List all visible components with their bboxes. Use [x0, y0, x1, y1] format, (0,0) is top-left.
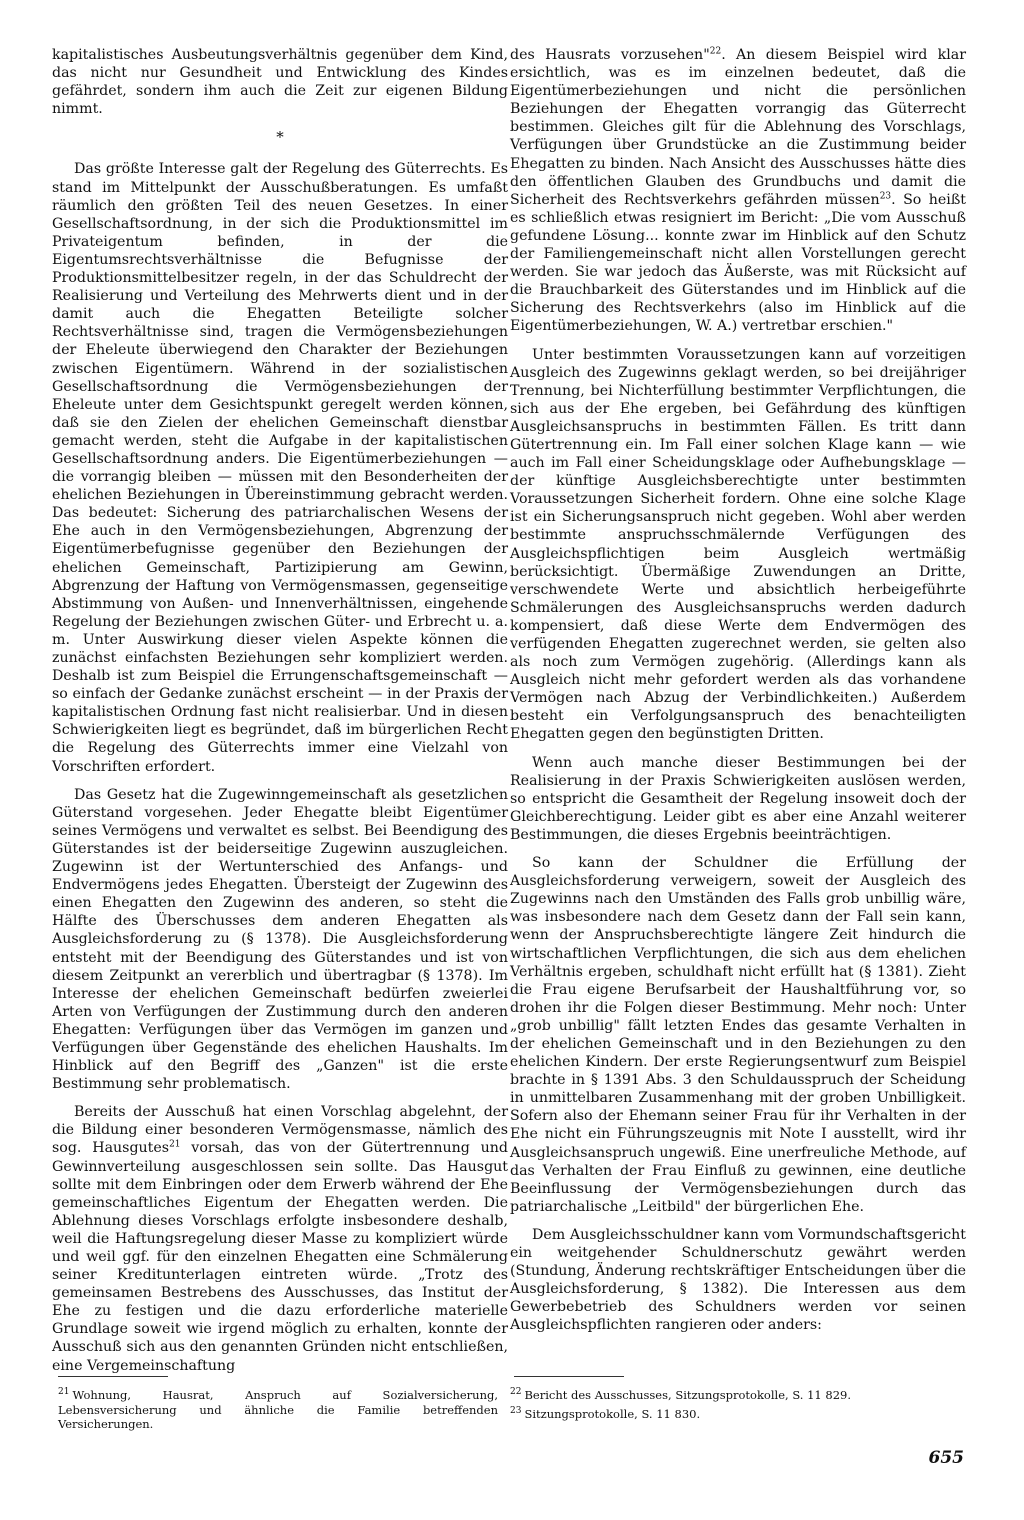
paragraph: Unter bestimmten Voraussetzungen kann auf vorzeitigen Ausgleich des Zugewinns geklagt werden, so bei dreijähriger Trennung, bei Nichterfüllung bestimmter Verpflichtungen, die sich aus der Ehe ergeben, bei Gefährdung des künftigen Ausgleichsanspruchs in bestimmten Fällen. Es tritt dann Gütertrennung ein. Im Fall einer solchen Klage kann — wie auch im Fall einer Scheidungsklage oder Aufhebungsklage — der künftige Ausgleichsberechtigte unter bestimmten Voraussetzungen Sicherheit fordern. Ohne eine solche Klage ist ein Sicherungsanspruch nicht gegeben. Wohl aber werden bestimmte anspruchsschmälernde Verfügungen des Ausgleichspflichtigen beim Ausgleich wertmäßig berücksichtigt. Übermäßige Zuwendungen an Dritte, verschwendete Werte und absichtlich herbeigeführte Schmälerungen des Ausgleichsanspruchs werden dadurch kompensiert, daß diese Werte dem Endvermögen des verfügenden Ehegatten zugerechnet werden, sie gelten also als noch zum Vermögen zugehörig. (Allerdings kann als Ausgleich nicht mehr gefordert werden als das vorhandene Vermögen nach Abzug der Verbindlichkeiten.) Außerdem besteht ein Verfolgungsanspruch des benachteiligten Ehegatten gegen den begünstigten Dritten. — [510, 346, 966, 743]
footnote-ref-23[interactable]: 23 — [879, 191, 892, 202]
paragraph: Wenn auch manche dieser Bestimmungen bei der Realisierung in der Praxis Schwierigkeiten auslösen werden, so entspricht die Gesamtheit der Regelung insoweit doch der Gleichberechtigung. Leider gibt es aber eine Anzahl weiterer Bestimmungen, die dieses Ergebnis beeinträchtigen. — [510, 754, 966, 843]
paragraph-text: vorsah, das von der Gütertrennung und Gewinnverteilung ausgeschlossen sein sollte. Das Hausgut sollte mit dem Einbringen oder dem Erwerb während der Ehe gemeinschaftliches Eigentum der Ehegatten werden. Die Ablehnung dieses Vorschlags erfolgte insbesondere deshalb, weil die Haftungsregelung dieser Masse zu kompliziert würde und weil ggf. für den einzelnen Ehegatten eine Schmälerung seiner Kreditunterlagen eintreten würde. „Trotz des gemeinsamen Bestrebens des Ausschusses, das Institut der Ehe zu festigen und die dazu erforderliche materielle Grundlage soweit wie irgend möglich zu erhalten, konnte der Ausschuß sich aus den genannten Gründen nicht entschließen, eine Vergemeinschaftung — [52, 1140, 508, 1374]
footnote-number: 22 — [510, 1387, 522, 1398]
footnote-23 — [510, 1407, 950, 1422]
footnote-ref-22[interactable]: 22 — [709, 46, 722, 57]
paragraph-text: des Hausrats vorzusehen" — [510, 47, 710, 63]
paragraph: Dem Ausgleichsschuldner kann vom Vormundschaftsgericht ein weitgehender Schuldnerschutz gewährt werden (Stundung, Änderung rechtskräftiger Entscheidungen über die Ausgleichsforderung, § 1382). Die Interessen aus dem Gewerbebetrieb des Schuldners werden vor seinen Ausgleichspflichten rangieren oder anders: — [510, 1226, 966, 1334]
footnote-text: Wohnung, Hausrat, Anspruch auf Sozialversicherung, Lebensversicherung und ähnliche die Familie betreffenden Versicherungen. — [58, 1388, 498, 1431]
paragraph-text: . So heißt es schließlich etwas resigniert im Bericht: „Die vom Ausschuß gefundene Lösung... konnte zwar im Hinblick auf den Schutz der Familiengemeinschaft nicht allen Vorstellungen gerecht werden. Sie war jedoch das Äußerste, was mit Rücksicht auf die Brauchbarkeit des Güterstandes und im Hinblick auf die Sicherung des Rechtsverkehrs (also im Hinblick auf die Eigentümerbeziehungen, W. A.) vertretbar erschien." — [510, 191, 967, 335]
footnote-number: 21 — [58, 1387, 70, 1398]
paragraph: kapitalistisches Ausbeutungsverhältnis gegenüber dem Kind, das nicht nur Gesundheit und Entwicklung des Kindes gefährdet, sondern ihm auch die Zeit zur eigenen Bildung nimmt. — [52, 47, 508, 118]
footnote-21 — [58, 1388, 498, 1432]
page-number: 655 — [928, 1448, 964, 1468]
paragraph: So kann der Schuldner die Erfüllung der Ausgleichsforderung verweigern, soweit der Ausgleich des Zugewinns nach den Umständen des Falls grob unbillig wäre, was insbesondere nach dem Gesetz dann der Fall sein kann, wenn der Anspruchsberechtigte längere Zeit hindurch die wirtschaftlichen Verpflichtungen, die sich aus dem ehelichen Verhältnis ergeben, schuldhaft nicht erfüllt hat (§ 1381). Zieht die Frau eigene Berufsarbeit der Haushaltführung vor, so drohen ihr die Folgen dieser Bestimmung. Mehr noch: Unter „grob unbillig" fällt letzten Endes das gesamte Verhalten in der ehelichen Gemeinschaft und in den Beziehungen zu den ehelichen Kindern. Der erste Regierungsentwurf zum Beispiel brachte in § 1391 Abs. 3 den Schuldausspruch der Scheidung in unmittelbaren Zusammenhang mit der groben Unbilligkeit. Sofern also der Ehemann seiner Frau für ihr Verhalten in der Ehe nicht ein Führungszeugnis mit Note I ausstellt, wird ihr Ausgleichsanspruch ungewiß. Eine unerfreuliche Methode, auf das Verhalten der Frau Einfluß zu gewinnen, eine deutliche Beeinflussung der Vermögensbeziehungen durch das patriarchalische „Leitbild" der bürgerlichen Ehe. — [510, 855, 966, 1215]
footnote-rule — [514, 1376, 624, 1377]
paragraph: Das Gesetz hat die Zugewinngemeinschaft als gesetzlichen Güterstand vorgesehen. Jeder Ehegatte bleibt Eigentümer seines Vermögens und verwaltet es selbst. Bei Beendigung des Güterstandes ist der beiderseitige Zugewinn auszugleichen. Zugewinn ist der Wertunterschied des Anfangs- und Endvermögens jedes Ehegatten. Übersteigt der Zugewinn des einen Ehegatten den Zugewinn des anderen, so steht die Hälfte des Überschusses dem anderen Ehegatten als Ausgleichsforderung zu (§ 1378). Die Ausgleichsforderung entsteht mit der Beendigung des Güterstandes und ist von diesem Zeitpunkt an vererblich und übertragbar (§ 1378). Im Interesse der ehelichen Gemeinschaft bedürfen zweierlei Arten von Verfügungen der Zustimmung durch den anderen Ehegatten: Verfügungen über das Vermögen im ganzen und Verfügungen über Gegenstände des ehelichen Haushalts. Im Hinblick auf den Begriff des „Ganzen" ist die erste Bestimmung sehr problematisch. — [52, 786, 508, 1093]
paragraph — [52, 1103, 508, 1374]
footnote-text: Sitzungsprotokolle, S. 11 830. — [524, 1407, 701, 1421]
section-separator: * — [276, 128, 284, 147]
paragraph: Das größte Interesse galt der Regelung des Güterrechts. Es stand im Mittelpunkt der Ausschußberatungen. Es umfaßt räumlich den größten Teil des neuen Gesetzes. In einer Gesellschaftsordnung, in der sich die Produktionsmittel im Privateigentum befinden, in der die Eigentumsrechtsverhältnisse die Befugnisse der Produktionsmittelbesitzer regeln, in der das Schuldrecht der Realisierung und Verteilung des Mehrwerts dient und in der damit auch die Ehegatten Beteiligte solcher Rechtsverhältnisse sind, tragen die Vermögensbeziehungen der Eheleute überwiegend den Charakter der Beziehungen zwischen Eigentümern. Während in der sozialistischen Gesellschaftsordnung die Vermögensbeziehungen der Eheleute unter dem Gesichtspunkt geregelt werden können, daß sie den Zielen der ehelichen Gemeinschaft dienstbar gemacht werden, steht die Aufgabe in der kapitalistischen Gesellschaftsordnung anders. Die Eigentümerbeziehungen — die vorrangig bleiben — müssen mit den Besonderheiten der ehelichen Beziehungen in Übereinstimmung gebracht werden. Das bedeutet: Sicherung des patriarchalischen Wesens der Ehe auch in den Vermögensbeziehungen, Abgrenzung der Eigentümerbefugnisse gegenüber den Beziehungen der ehelichen Gemeinschaft, Partizipierung am Gewinn, Abgrenzung der Haftung von Vermögensmassen, gegenseitige Abstimmung von Außen- und Innenverhältnissen, eingehende Regelung der Beziehungen zwischen Güter- und Erbrecht u. a. m. Unter Auswirkung dieser vielen Aspekte können die zunächst einfachsten Beziehungen sehr kompliziert werden. Deshalb ist zum Beispiel die Errungenschaftsgemeinschaft — so einfach der Gedanke zunächst erscheint — in der Praxis der kapitalistischen Ordnung fast nicht realisierbar. Und in diesen Schwierigkeiten liegt es begründet, daß im bürgerlichen Recht die Regelung des Güterrechts immer eine Vielzahl von Vorschriften erfordert. — [52, 161, 508, 775]
paragraph — [510, 46, 966, 336]
footnote-ref-21[interactable]: 21 — [169, 1139, 181, 1150]
paragraph-text: Bereits der Ausschuß hat einen Vorschlag abgelehnt, der die Bildung einer besonderen Vermögensmasse, nämlich des sog. Hausgutes — [52, 1104, 508, 1157]
footnote-number: 23 — [510, 1406, 522, 1417]
right-column — [510, 46, 966, 1344]
footnote-22 — [510, 1388, 950, 1403]
paragraph-text: . An diesem Beispiel wird klar ersichtlich, was es im einzelnen bedeutet, daß die Eigentümerbeziehungen und nicht die persönlichen Beziehungen der Ehegatten vorrangig das Güterrecht bestimmen. Gleiches gilt für die Ablehnung des Vorschlags, Verfügungen über Grundstücke an die Zustimmung beider Ehegatten zu binden. Nach Ansicht des Ausschusses hätte dies den öffentlichen Glauben des Grundbuchs und damit die Sicherheit des Rechtsverkehrs gefährden müssen — [510, 47, 967, 208]
footnote-text: Bericht des Ausschusses, Sitzungsprotokolle, S. 11 829. — [524, 1388, 852, 1402]
footnote-rule — [58, 1376, 168, 1377]
left-column — [52, 46, 508, 1385]
